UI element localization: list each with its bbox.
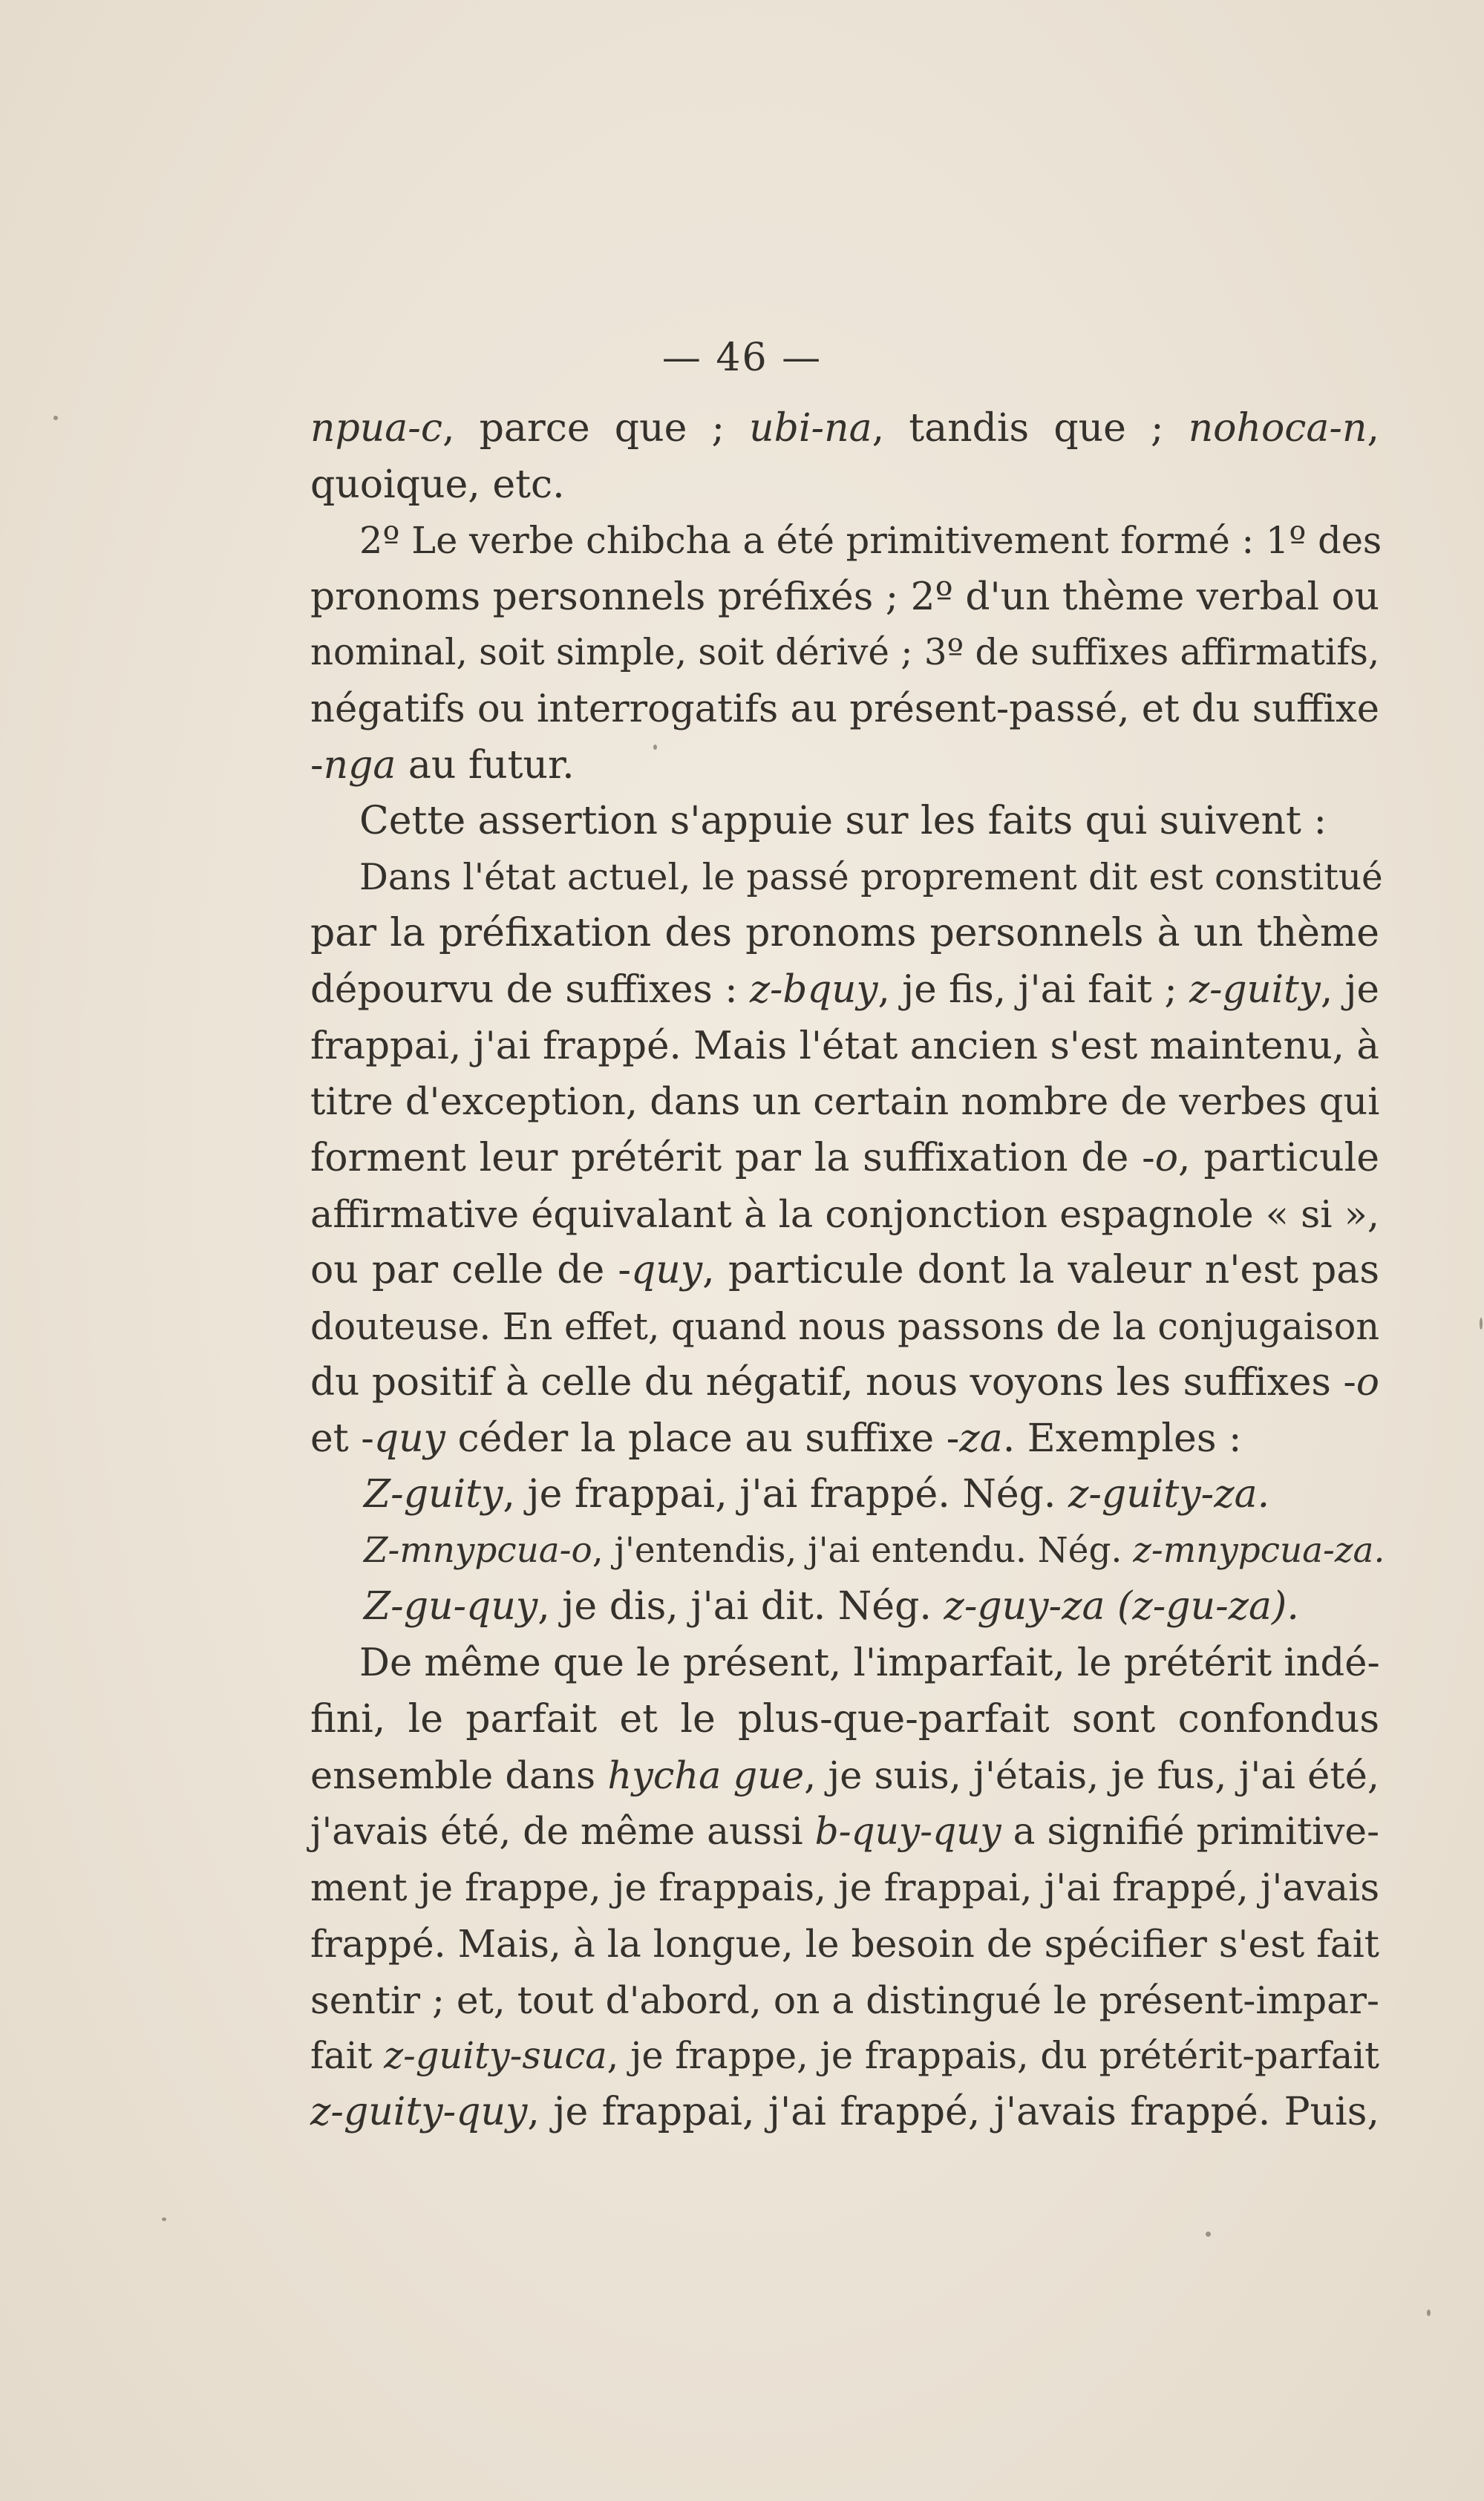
text-segment: a signifié primitive- bbox=[1001, 1809, 1379, 1853]
text-line bbox=[310, 1635, 1379, 1692]
text-segment: , particule dont la valeur n'est pas bbox=[702, 1247, 1379, 1292]
italic-term: hycha gue bbox=[607, 1753, 805, 1798]
text-line bbox=[310, 1411, 1379, 1468]
text-line bbox=[310, 457, 1379, 514]
text-segment: 2º Le verbe chibcha a été primitivement formé : 1º des bbox=[359, 519, 1382, 563]
text-line bbox=[310, 1131, 1379, 1187]
text-segment: , tandis que ; bbox=[872, 406, 1189, 451]
text-segment: , je bbox=[1320, 967, 1380, 1012]
text-segment: du positif à celle du négatif, nous voyons les suffixes - bbox=[310, 1360, 1356, 1405]
text-line bbox=[310, 1186, 1379, 1243]
text-line bbox=[310, 681, 1379, 738]
text-line bbox=[310, 1299, 1379, 1356]
italic-term: z-bquy bbox=[749, 967, 878, 1012]
text-segment: , je frappai, j'ai frappé. Nég. bbox=[503, 1472, 1068, 1517]
text-segment: . Exemples : bbox=[1002, 1416, 1242, 1461]
text-segment: ensemble dans bbox=[310, 1753, 608, 1798]
example-line bbox=[310, 1467, 1379, 1523]
text-segment: , parce que ; bbox=[442, 406, 750, 451]
text-line bbox=[310, 1243, 1379, 1299]
italic-term: z-guity-quy bbox=[310, 2089, 528, 2134]
text-segment: , je suis, j'étais, je fus, j'ai été, bbox=[804, 1753, 1379, 1798]
text-segment: fait bbox=[310, 2034, 385, 2078]
text-segment: ment je frappe, je frappais, je frappai, j'ai frappé, j'avais bbox=[310, 1866, 1380, 1910]
example-line bbox=[310, 1579, 1379, 1635]
text-segment: dépourvu de suffixes : bbox=[310, 967, 750, 1012]
italic-term: Z-guity bbox=[364, 1472, 503, 1517]
text-segment: forment leur prétérit par la suffixation de - bbox=[310, 1135, 1155, 1180]
italic-term: z-guity-suca bbox=[384, 2034, 607, 2078]
text-segment: , j'entendis, j'ai entendu. Nég. bbox=[592, 1530, 1134, 1571]
paper-speck bbox=[162, 2217, 166, 2221]
text-line bbox=[310, 2085, 1379, 2141]
paper-speck bbox=[1206, 2232, 1211, 2237]
text-line bbox=[310, 1860, 1379, 1916]
text-line bbox=[310, 962, 1379, 1019]
text-segment: , je fis, j'ai fait ; bbox=[877, 967, 1190, 1012]
italic-term: ubi-na bbox=[749, 406, 872, 451]
text-line bbox=[310, 906, 1379, 962]
text-line bbox=[310, 738, 1379, 794]
text-segment: Cette assertion s'appuie sur les faits qui suivent : bbox=[359, 799, 1327, 844]
italic-term: z-guity-za. bbox=[1068, 1472, 1270, 1517]
text-segment: frappé. Mais, à la longue, le besoin de spécifier s'est fait bbox=[310, 1922, 1379, 1967]
text-line bbox=[310, 1074, 1379, 1131]
text-segment: - bbox=[310, 742, 324, 788]
text-segment: Dans l'état actuel, le passé proprement dit est constitué bbox=[359, 856, 1383, 898]
text-segment: , particule bbox=[1178, 1135, 1380, 1180]
paper-speck bbox=[53, 416, 58, 420]
body-text bbox=[310, 401, 1385, 2140]
text-segment: fini, le parfait et le plus-que-parfait sont confondus bbox=[310, 1696, 1379, 1742]
text-segment: frappai, j'ai frappé. Mais l'état ancien s'est maintenu, à bbox=[310, 1023, 1379, 1068]
text-segment: , je frappe, je frappais, du prétérit-parfait bbox=[607, 2034, 1379, 2078]
text-segment: De même que le présent, l'imparfait, le prétérit indé- bbox=[359, 1641, 1380, 1686]
text-segment: au futur. bbox=[396, 742, 575, 788]
italic-term: quy bbox=[373, 1416, 445, 1461]
text-segment: , je dis, j'ai dit. Nég. bbox=[537, 1584, 944, 1629]
text-segment: pronoms personnels préfixés ; 2º d'un thème verbal ou bbox=[310, 574, 1379, 619]
text-segment: ou par celle de - bbox=[310, 1247, 632, 1292]
text-segment: j'avais été, de même aussi bbox=[310, 1809, 815, 1853]
text-line bbox=[310, 1019, 1379, 1075]
text-line bbox=[310, 401, 1379, 457]
italic-term: o bbox=[1154, 1135, 1179, 1180]
text-segment: négatifs ou interrogatifs au présent-passé, et du suffixe bbox=[310, 686, 1379, 731]
italic-term: z-mnypcua-za. bbox=[1133, 1530, 1385, 1571]
italic-term: Z-mnypcua-o bbox=[364, 1530, 592, 1571]
text-line bbox=[310, 1916, 1379, 1972]
text-line bbox=[310, 1748, 1379, 1804]
text-line bbox=[310, 1692, 1379, 1748]
italic-term: nga bbox=[323, 742, 396, 788]
text-segment: douteuse. En effet, quand nous passons de la conjugaison bbox=[310, 1304, 1379, 1348]
text-segment: titre d'exception, dans un certain nombre de verbes qui bbox=[310, 1080, 1380, 1125]
text-segment: et - bbox=[310, 1416, 374, 1461]
italic-term: z-guity bbox=[1189, 967, 1321, 1012]
text-line bbox=[310, 850, 1383, 906]
paper-speck bbox=[653, 745, 657, 750]
italic-term: o bbox=[1356, 1360, 1379, 1405]
text-segment: par la préfixation des pronoms personnels à un thème bbox=[310, 911, 1379, 956]
italic-term: npua-c bbox=[310, 406, 442, 451]
text-segment: , bbox=[1367, 406, 1379, 451]
text-segment: nominal, soit simple, soit dérivé ; 3º de suffixes affirmatifs, bbox=[310, 632, 1380, 674]
text-line bbox=[310, 1972, 1379, 2029]
paper-speck bbox=[1427, 2309, 1431, 2316]
text-segment: sentir ; et, tout d'abord, on a distingué le présent-impar- bbox=[310, 1978, 1379, 2022]
text-line bbox=[310, 2028, 1379, 2085]
text-line bbox=[310, 794, 1379, 850]
example-line bbox=[310, 1523, 1385, 1580]
text-segment: quoique, etc. bbox=[310, 462, 565, 507]
text-segment: , je frappai, j'ai frappé, j'avais frappé. Puis, bbox=[527, 2089, 1379, 2134]
text-line bbox=[310, 625, 1379, 681]
italic-term: b-quy-quy bbox=[814, 1809, 1001, 1853]
italic-term: nohoca-n bbox=[1188, 406, 1367, 451]
text-line bbox=[310, 569, 1379, 626]
paper-speck bbox=[1480, 1318, 1483, 1330]
text-line bbox=[310, 1804, 1379, 1860]
italic-term: z-guy-za (z-gu-za). bbox=[944, 1584, 1299, 1629]
italic-term: Z-gu-quy bbox=[364, 1584, 538, 1629]
text-line bbox=[310, 1355, 1379, 1411]
text-segment: affirmative équivalant à la conjonction espagnole « si », bbox=[310, 1192, 1379, 1237]
text-line bbox=[310, 513, 1382, 569]
text-segment: céder la place au suffixe - bbox=[445, 1416, 960, 1461]
italic-term: za bbox=[959, 1416, 1003, 1461]
italic-term: quy bbox=[631, 1247, 703, 1292]
page-number: — 46 — bbox=[661, 336, 823, 380]
